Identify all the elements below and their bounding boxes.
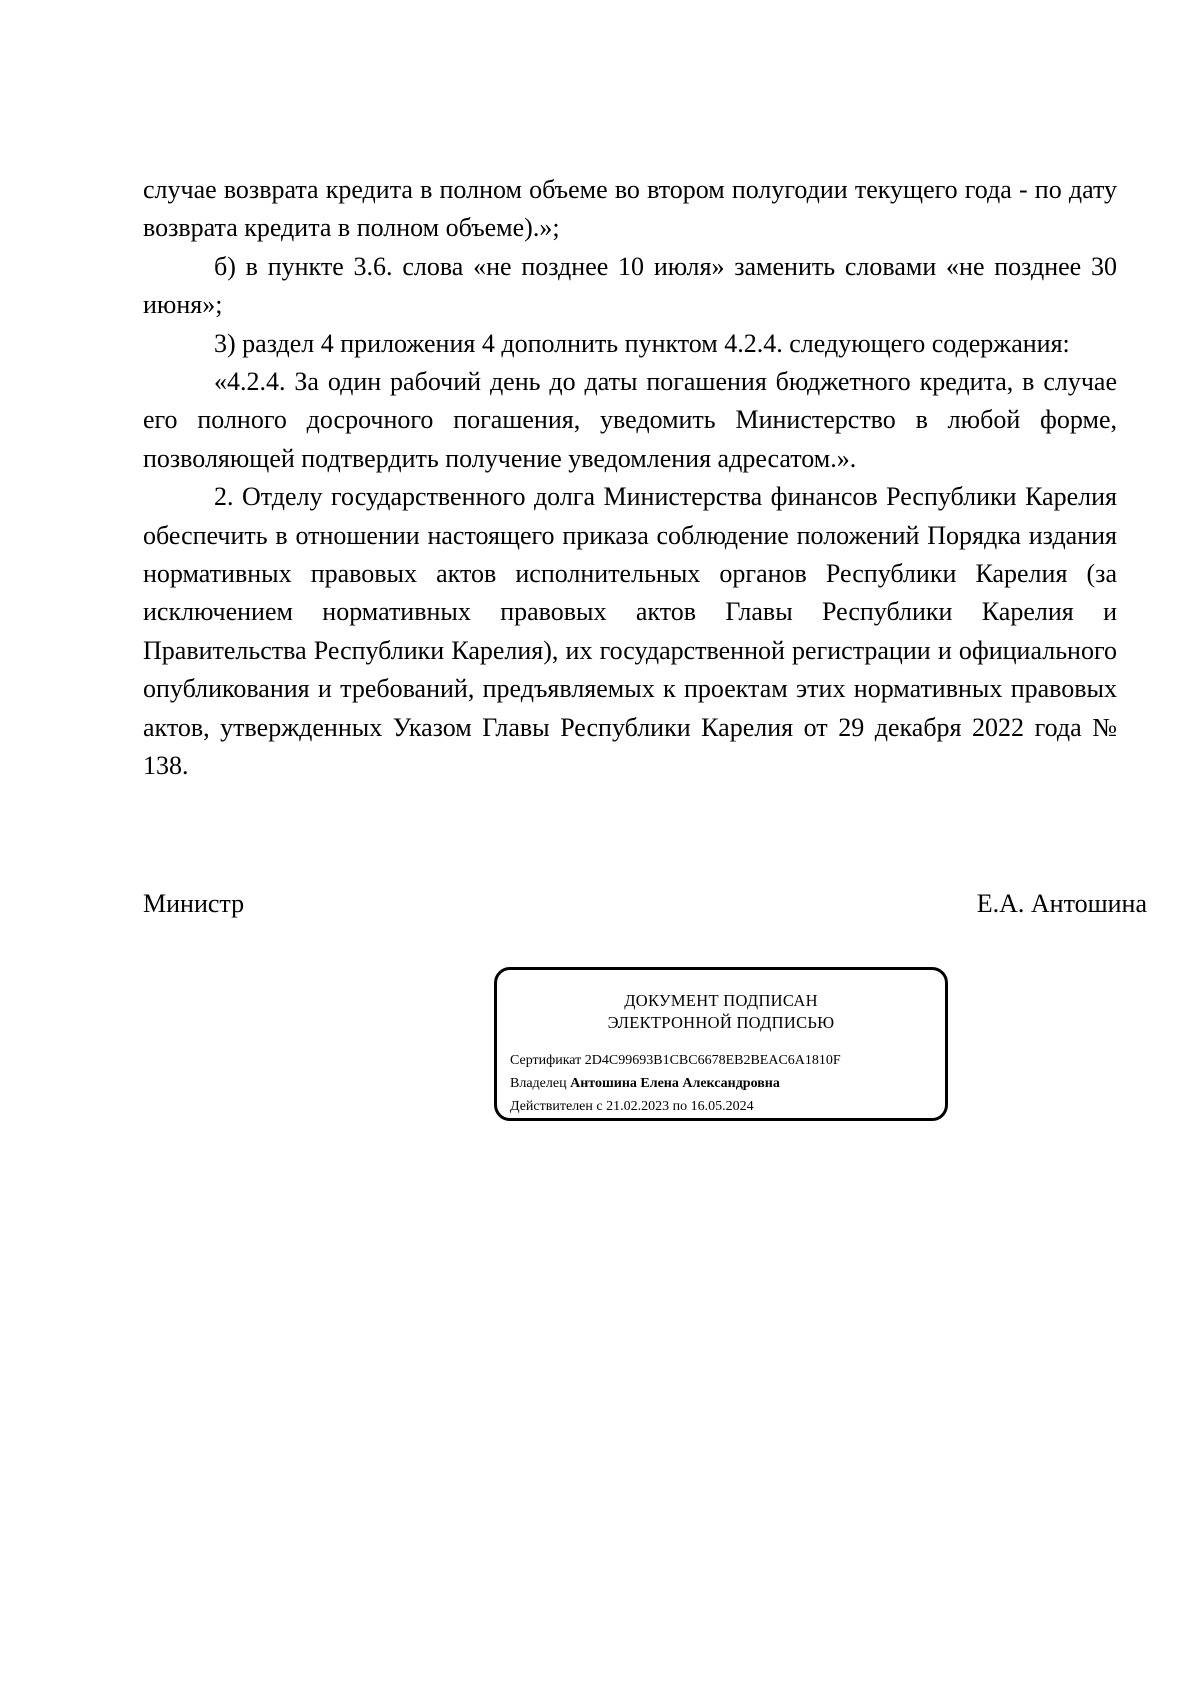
electronic-signature-stamp [494,967,948,1121]
paragraph-item-b: б) в пункте 3.6. слова «не позднее 10 июля» заменить словами «не позднее 30 июня»; [143,251,1117,320]
document-body [143,171,1117,786]
paragraph-continuation: случае возврата кредита в полном объеме во втором полугодии текущего года - по дату возврата кредита в полном объеме).»; [143,175,1117,243]
stamp-valid-to-label: по [672,1099,688,1114]
stamp-title-line2: ЭЛЕКТРОННОЙ ПОДПИСЬЮ [607,1013,835,1032]
signatory-position: Министр [143,889,245,918]
paragraph-item-3: 3) раздел 4 приложения 4 дополнить пунктом 4.2.4. следующего содержания: [214,328,1070,358]
signature-row [143,886,1147,922]
stamp-details [510,1049,940,1118]
paragraph-quote-4-2-4: «4.2.4. За один рабочий день до даты погашения бюджетного кредита, в случае его полного досрочного погашения, уведомить Министерство в любой форме, позволяющей подтвердить получение уведомления адресатом.». [143,367,1117,473]
stamp-owner-label: Владелец [510,1076,567,1091]
stamp-valid-to: 16.05.2024 [690,1099,754,1114]
stamp-certificate-value: 2D4C99693B1CBC6678EB2BEAC6A1810F [584,1053,841,1068]
signatory-name: Е.А. Антошина [976,889,1147,918]
stamp-certificate-line [510,1049,940,1072]
stamp-heading [497,990,945,1034]
stamp-valid-from: 21.02.2023 [606,1099,670,1114]
stamp-validity-line [510,1095,940,1118]
stamp-valid-from-label: с [596,1099,603,1114]
stamp-valid-label: Действителен [510,1099,593,1114]
stamp-owner-line [510,1072,940,1095]
stamp-title-line1: ДОКУМЕНТ ПОДПИСАН [624,991,818,1010]
paragraph-item-2: 2. Отделу государственного долга Министерства финансов Республики Карелия обеспечить в отношении настоящего приказа соблюдение положений Порядка издания нормативных правовых актов исполнительных органов Республики Карелия (за исключением нормативных правовых актов Главы Республики Карелия и Правительства Республики Карелия), их государственной регистрации и официального опубликования и требований, предъявляемых к проектам этих нормативных правовых актов, утвержденных Указом Главы Республики Карелия от 29 декабря 2022 года № 138. [143,482,1117,781]
stamp-owner-value: Антошина Елена Александровна [570,1076,780,1091]
stamp-certificate-label: Сертификат [510,1053,582,1068]
